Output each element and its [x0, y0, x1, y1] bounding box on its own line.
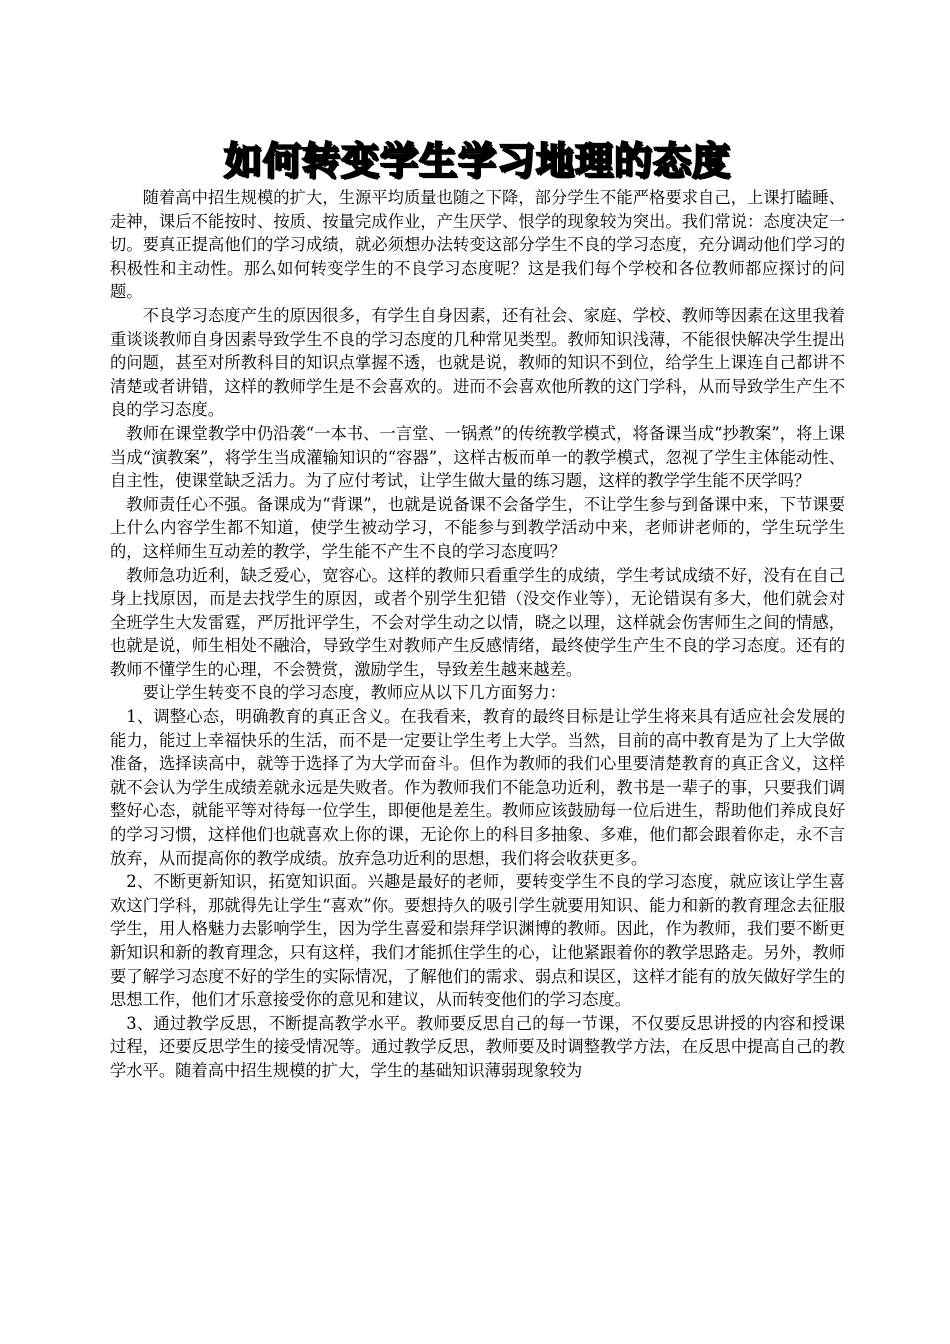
document-body — [110, 186, 845, 1083]
document-page — [110, 138, 845, 1083]
paragraph-causes: 不良学习态度产生的原因很多，有学生自身因素，还有社会、家庭、学校、教师等因素在这里我着重谈谈教师自身因素导致学生不良的学习态度的几种常见类型。教师知识浅薄，不能很快解决学生提出的问题，甚至对所教科目的知识点掌握不透，也就是说，教师的知识不到位，给学生上课连自己都讲不清楚或者讲错，这样的教师学生是不会喜欢的。进而不会喜欢他所教的这门学科，从而导致学生产生不良的学习态度。 — [110, 305, 845, 420]
paragraph-point-3: 3、通过教学反思，不断提高教学水平。教师要反思自己的每一节课，不仅要反思讲授的内容和授课过程，还要反思学生的接受情况等。通过教学反思，教师要及时调整教学方法，在反思中提高自己的教学水平。随着高中招生规模的扩大，学生的基础知识薄弱现象较为 — [110, 1013, 845, 1080]
document-title: 如何转变学生学习地理的态度 — [223, 139, 731, 183]
paragraph-intro: 随着高中招生规模的扩大，生源平均质量也随之下降，部分学生不能严格要求自己，上课打瞌睡、走神，课后不能按时、按质、按量完成作业，产生厌学、恨学的现象较为突出。我们常说：态度决定一切。要真正提高他们的学习成绩，就必须想办法转变这部分学生不良的学习态度，充分调动他们学习的积极性和主动性。那么如何转变学生的不良学习态度呢？这是我们每个学校和各位教师都应探讨的问题。 — [110, 188, 845, 302]
paragraph-point-1: 1、调整心态，明确教育的真正含义。在我看来，教育的最终目标是让学生将来具有适应社会发展的能力，能过上幸福快乐的生活，而不是一定要让学生考上大学。当然，目前的高中教育是为了上大学做准备，选择读高中，就等于选择了为大学而奋斗。但作为教师的我们心里要清楚教育的真正含义，这样就不会认为学生成绩差就永远是失败者。作为教师我们不能急功近利，教书是一辈子的事，只要我们调整好心态，就能平等对待每一位学生，即便他是差生。教师应该鼓励每一位后进生，帮助他们养成良好的学习习惯，这样他们也就喜欢上你的课，无论你上的科目多抽象、多难，他们都会跟着你走，永不言放弃，从而提高你的教学成绩。放弃急功近利的思想，我们将会收获更多。 — [110, 707, 845, 868]
paragraph-impatience: 教师急功近利，缺乏爱心，宽容心。这样的教师只看重学生的成绩，学生考试成绩不好，没有在自己身上找原因，而是去找学生的原因，或者个别学生犯错（没交作业等），无论错误有多大，他们就会对全班学生大发雷霆，严厉批评学生，不会对学生动之以情，晓之以理，这样就会伤害师生之间的情感，也就是说，师生相处不融洽，导致学生对教师产生反感情绪，最终使学生产生不良的学习态度。还有的教师不懂学生的心理，不会赞赏，激励学生，导致差生越来越差。 — [110, 565, 845, 679]
paragraph-point-2: 2、不断更新知识，拓宽知识面。兴趣是最好的老师，要转变学生不良的学习态度，就应该让学生喜欢这门学科，那就得先让学生“喜欢”你。要想持久的吸引学生就要用知识、能力和新的教育理念去征服学生，用人格魅力去影响学生，因为学生喜爱和崇拜学识渊博的教师。因此，作为教师，我们要不断更新知识和新的教育理念，只有这样，我们才能抓住学生的心，让他紧跟着你的教学思路走。另外，教师要了解学习态度不好的学生的实际情况，了解他们的需求、弱点和误区，这样才能有的放矢做好学生的思想工作，他们才乐意接受你的意见和建议，从而转变他们的学习态度。 — [110, 872, 845, 1010]
paragraph-responsibility: 教师责任心不强。备课成为“背课”，也就是说备课不会备学生，不让学生参与到备课中来，下节课要上什么内容学生都不知道，使学生被动学习，不能参与到教学活动中来，老师讲老师的，学生玩学生的，这样师生互动差的教学，学生能不产生不良的学习态度吗？ — [110, 494, 845, 561]
paragraph-solutions-intro: 要让学生转变不良的学习态度，教师应从以下几方面努力： — [142, 683, 566, 703]
paragraph-teaching-mode: 教师在课堂教学中仍沿袭“一本书、一言堂、一锅煮”的传统教学模式，将备课当成“抄教案”，将上课当成“演教案”，将学生当成灌输知识的“容器”，这样古板而单一的教学模式，忽视了学生主体能动性、自主性，使课堂缺乏活力。为了应付考试，让学生做大量的练习题，这样的教学学生能不厌学吗？ — [110, 423, 845, 491]
